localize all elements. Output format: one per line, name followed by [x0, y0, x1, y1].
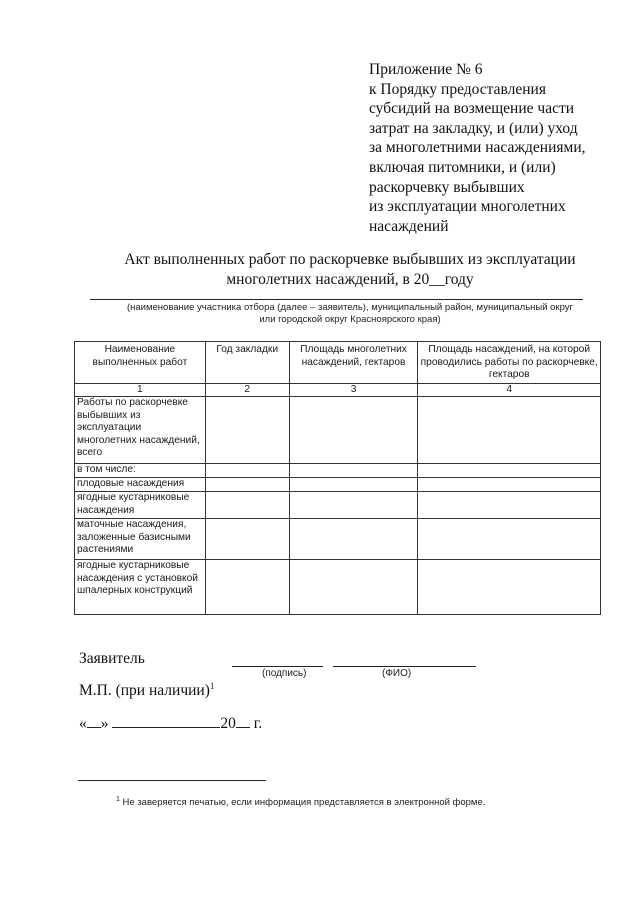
document-title — [80, 250, 620, 290]
appendix-line: субсидий на возмещение части — [369, 100, 575, 118]
table-cell[interactable] — [418, 478, 601, 492]
appendix-line: включая питомники, и (или) — [369, 158, 556, 176]
year-field[interactable] — [236, 713, 250, 728]
row-label: в том числе: — [75, 464, 206, 478]
table-cell[interactable] — [418, 397, 601, 464]
table-cell[interactable] — [418, 519, 601, 560]
row-label: ягодные кустарниковые насаждения — [75, 492, 206, 519]
table-cell[interactable] — [205, 464, 289, 478]
year-prefix: 20 — [220, 715, 236, 732]
table-cell[interactable] — [205, 519, 289, 560]
footnote-text: Не заверяется печатью, если информация представляется в электронной форме. — [122, 797, 486, 809]
stamp-label — [79, 681, 214, 700]
day-field[interactable] — [87, 713, 101, 728]
applicant-label: Заявитель — [79, 650, 145, 667]
column-header-uprooted-area: Площадь насаждений, на которой проводились работы по раскорчевке, гектаров — [418, 342, 601, 384]
appendix-line: за многолетними насаждениями, — [369, 139, 586, 157]
table-cell[interactable] — [205, 560, 289, 615]
column-number: 1 — [75, 384, 206, 397]
applicant-name-hint-line: или городской округ Красноярского края) — [259, 314, 441, 325]
document-title-line: многолетних насаждений, в 20__году — [226, 271, 474, 288]
appendix-line: из эксплуатации многолетних — [369, 198, 566, 216]
table-cell[interactable] — [205, 397, 289, 464]
applicant-name-hint-line: (наименование участника отбора (далее – заявитель), муниципальный район, муниципальный округ — [126, 302, 574, 313]
appendix-header — [369, 60, 619, 236]
table-number-row — [75, 384, 601, 397]
column-number: 4 — [418, 384, 601, 397]
date-row — [79, 713, 262, 733]
row-label: ягодные кустарниковые насаждения с установкой шпалерных конструкций — [75, 560, 206, 615]
stamp-text: М.П. (при наличии) — [79, 682, 210, 700]
row-label: маточные насаждения, заложенные базисными растениями — [75, 519, 206, 560]
table-cell[interactable] — [418, 492, 601, 519]
table-row — [75, 492, 601, 519]
footnote-mark: 1 — [116, 796, 120, 803]
row-label: плодовые насаждения — [75, 478, 206, 492]
table-cell[interactable] — [289, 464, 418, 478]
signature-field[interactable] — [232, 666, 323, 667]
table-cell[interactable] — [289, 519, 418, 560]
column-header-total-area: Площадь многолетних насаждений, гектаров — [289, 342, 418, 384]
fio-field[interactable] — [333, 666, 476, 667]
table-cell[interactable] — [205, 478, 289, 492]
column-header-year: Год закладки — [205, 342, 289, 384]
table-cell[interactable] — [418, 560, 601, 615]
table-cell[interactable] — [289, 492, 418, 519]
footnote — [116, 796, 485, 808]
month-field[interactable] — [112, 713, 220, 728]
applicant-name-field[interactable] — [90, 299, 583, 300]
table-row — [75, 519, 601, 560]
table-cell[interactable] — [289, 397, 418, 464]
appendix-line: насаждений — [369, 217, 449, 235]
table-row — [75, 397, 601, 464]
column-header-work-name: Наименование выполненных работ — [75, 342, 206, 384]
year-suffix: г. — [253, 715, 263, 732]
footnote-ref: 1 — [209, 681, 215, 691]
works-table — [74, 341, 601, 615]
appendix-line: к Порядку предоставления — [369, 80, 546, 98]
column-number: 2 — [205, 384, 289, 397]
signature-hint: (подпись) — [262, 668, 307, 679]
document-title-line: Акт выполненных работ по раскорчевке выбывших из эксплуатации — [124, 251, 576, 268]
table-cell[interactable] — [289, 560, 418, 615]
fio-hint: (ФИО) — [382, 668, 412, 679]
footnote-separator — [78, 780, 266, 781]
applicant-name-hint — [80, 302, 620, 326]
table-row — [75, 464, 601, 478]
table-cell[interactable] — [418, 464, 601, 478]
row-label: Работы по раскорчевке выбывших из эксплуатации многолетних насаждений, всего — [75, 397, 206, 464]
column-number: 3 — [289, 384, 418, 397]
table-header-row — [75, 342, 601, 384]
table-row — [75, 478, 601, 492]
appendix-line: раскорчевку выбывших — [369, 178, 525, 196]
table-row — [75, 560, 601, 615]
date-quote-close: » — [100, 715, 109, 732]
table-cell[interactable] — [289, 478, 418, 492]
table-cell[interactable] — [205, 492, 289, 519]
date-quote-open: « — [79, 715, 87, 732]
appendix-line: затрат на закладку, и (или) уход — [369, 119, 578, 137]
appendix-line: Приложение № 6 — [369, 61, 483, 78]
